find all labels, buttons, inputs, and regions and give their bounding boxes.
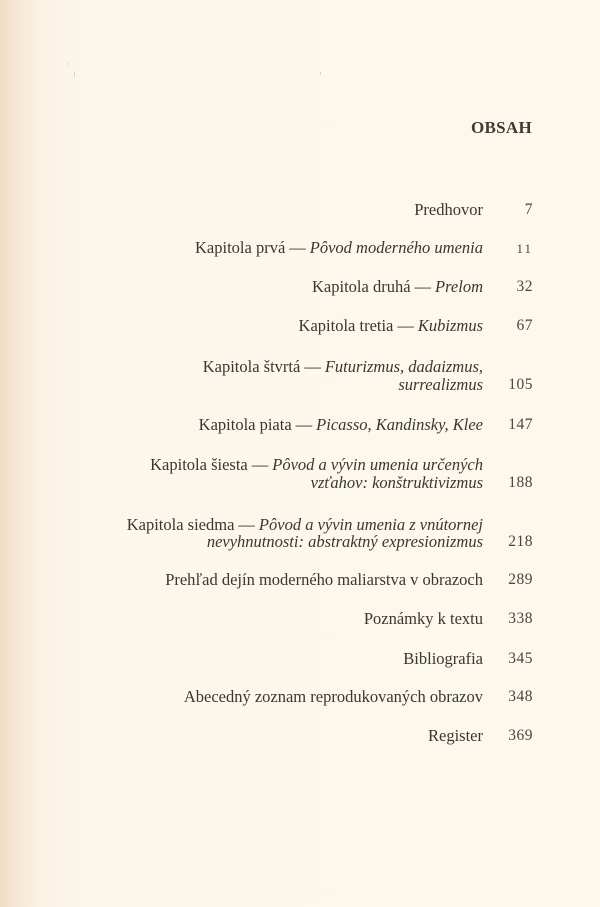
em-dash: — bbox=[304, 357, 321, 376]
entry-label: Kapitola piata bbox=[198, 415, 292, 434]
entry-text bbox=[195, 238, 483, 257]
entry-text bbox=[203, 357, 483, 376]
entry-subtitle-line2: vzťahov: konštruktivizmus bbox=[310, 473, 483, 492]
entry-text bbox=[414, 200, 483, 219]
entry-subtitle: Pôvod a vývin umenia určených bbox=[272, 455, 483, 474]
entry-subtitle-line2: nevyhnutnosti: abstraktný expresionizmus bbox=[206, 532, 483, 551]
entry-label: Poznámky k textu bbox=[363, 609, 483, 628]
entry-text bbox=[165, 570, 483, 589]
page-number: 289 bbox=[508, 571, 533, 588]
entry-label: Abecedný zoznam reprodukovaných obrazov bbox=[183, 687, 483, 706]
em-dash: — bbox=[397, 316, 414, 335]
entry-label: Predhovor bbox=[414, 200, 483, 219]
entry-text bbox=[403, 649, 483, 668]
paper-speck bbox=[320, 72, 321, 75]
entry-text bbox=[312, 277, 483, 296]
entry-text bbox=[184, 687, 483, 706]
entry-subtitle: Picasso, Kandinsky, Klee bbox=[316, 415, 483, 434]
entry-subtitle: Prelom bbox=[435, 277, 483, 296]
page-number: 369 bbox=[508, 727, 533, 744]
entry-text bbox=[364, 609, 483, 628]
page-number: 11 bbox=[516, 241, 533, 256]
page-number: 32 bbox=[516, 278, 533, 295]
em-dash: — bbox=[295, 415, 313, 434]
em-dash: — bbox=[414, 277, 432, 296]
entry-label: Kapitola prvá bbox=[195, 238, 286, 257]
paper-speck bbox=[74, 72, 75, 77]
page-number: 218 bbox=[508, 533, 533, 550]
entry-label: Kapitola siedma bbox=[126, 515, 235, 534]
entry-label: Kapitola tretia bbox=[298, 316, 394, 335]
toc-title: OBSAH bbox=[470, 118, 532, 137]
em-dash: — bbox=[289, 238, 306, 257]
entry-subtitle: Futurizmus, dadaizmus, bbox=[324, 357, 483, 376]
page-number: 67 bbox=[516, 317, 533, 334]
page-number: 338 bbox=[508, 610, 533, 627]
page-number: 105 bbox=[508, 376, 533, 393]
paper-speck bbox=[67, 63, 68, 65]
entry-label: Kapitola šiesta bbox=[150, 455, 248, 474]
entry-label: Prehľad dejín moderného maliarstva v obrazoch bbox=[165, 570, 483, 589]
entry-label: Register bbox=[428, 726, 483, 745]
entry-text bbox=[199, 415, 483, 434]
entry-subtitle-line2: surrealizmus bbox=[398, 375, 483, 394]
entry-label: Kapitola druhá bbox=[312, 277, 411, 296]
entry-text bbox=[299, 316, 483, 335]
entry-text bbox=[428, 726, 483, 745]
em-dash: — bbox=[251, 455, 269, 474]
entry-label: Kapitola štvrtá bbox=[202, 357, 301, 376]
entry-text bbox=[150, 455, 483, 474]
entry-subtitle: Kubizmus bbox=[417, 316, 483, 335]
page-number: 147 bbox=[508, 416, 533, 433]
entry-subtitle: Pôvod a vývin umenia z vnútornej bbox=[258, 515, 483, 534]
page-number: 7 bbox=[524, 201, 533, 218]
entry-label: Bibliografia bbox=[403, 649, 483, 668]
page-number: 188 bbox=[508, 474, 533, 491]
page-number: 345 bbox=[508, 650, 533, 667]
em-dash: — bbox=[238, 515, 255, 534]
entry-subtitle: Pôvod moderného umenia bbox=[309, 238, 483, 257]
page-number: 348 bbox=[508, 688, 533, 705]
